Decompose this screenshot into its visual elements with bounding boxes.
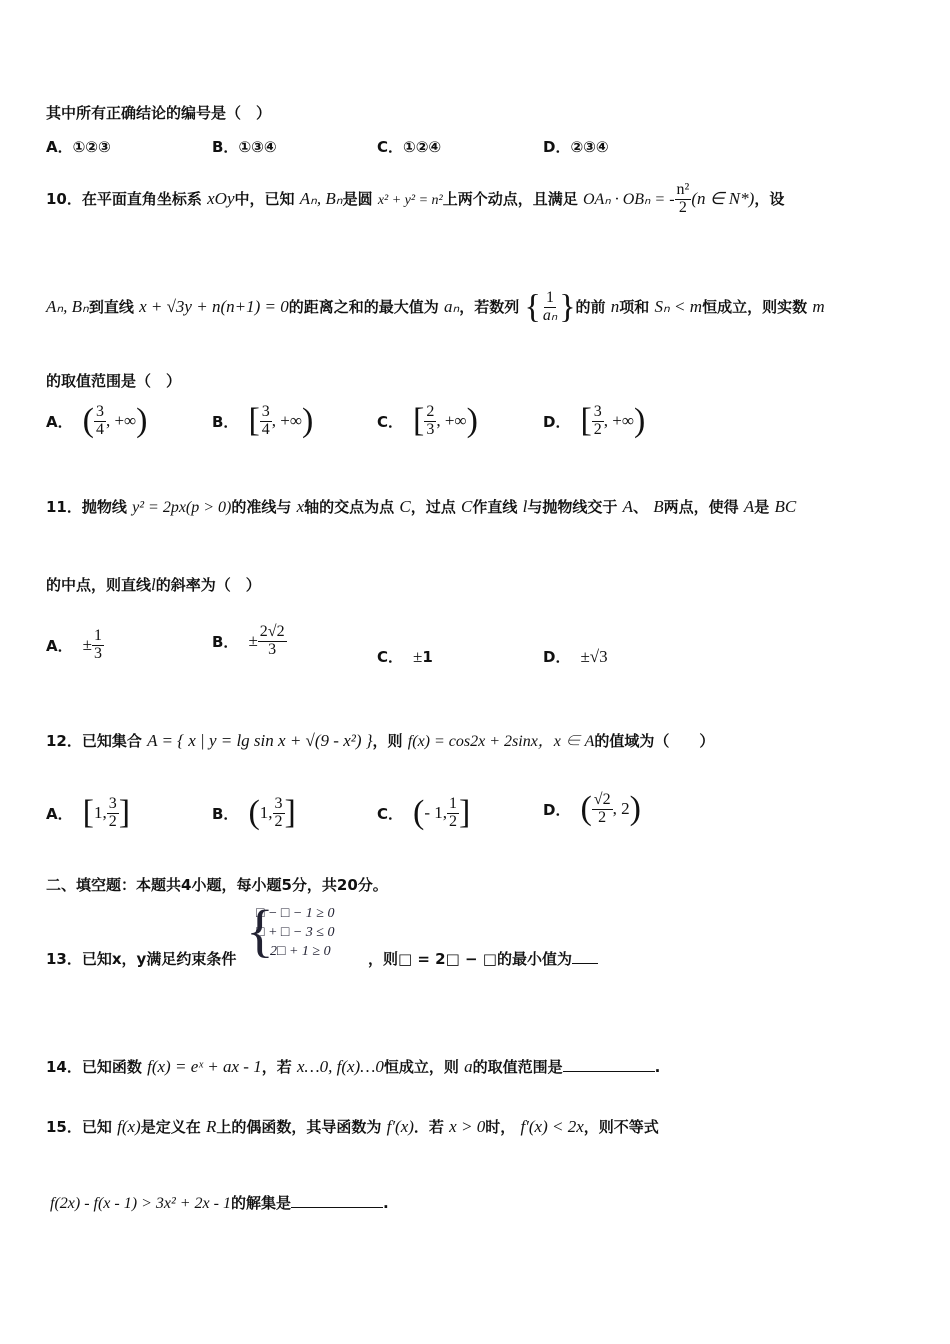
option-label: A． xyxy=(46,804,73,823)
fraction-denominator: 2 xyxy=(108,812,117,830)
math-fraction xyxy=(260,404,272,439)
q11-text: 轴的交点为点 xyxy=(304,498,395,516)
math-fraction xyxy=(541,290,559,325)
q10-line-2 xyxy=(46,290,825,325)
q11-text: 的中点，则直线 xyxy=(46,576,152,594)
q11-text: 抛物线 xyxy=(81,498,127,516)
question-number: 11． xyxy=(46,498,82,516)
plus-minus: ± xyxy=(413,646,423,666)
left-bracket: ( xyxy=(82,402,94,440)
q11-text: ，过点 xyxy=(410,498,456,516)
q11-option-d[interactable] xyxy=(543,646,608,667)
math-inequality: f′(x) < 2x xyxy=(520,1117,584,1136)
math-n: n xyxy=(610,296,620,316)
q9-option-a[interactable] xyxy=(46,136,111,157)
option-value: ①②④ xyxy=(403,138,442,156)
fraction-numerator: 3 xyxy=(95,403,104,420)
q9-option-b[interactable] xyxy=(212,136,277,157)
math-condition: (n ∈ N*) xyxy=(691,188,755,208)
fraction-numerator: 1 xyxy=(449,795,458,812)
fraction-numerator: 1 xyxy=(546,289,555,306)
fraction-denominator: 2 xyxy=(593,420,602,438)
q11-text: 的准线与 xyxy=(231,498,292,516)
math-segment-bc: BC xyxy=(774,497,797,516)
math-l: l xyxy=(151,575,156,594)
interval-end: , 2 xyxy=(612,799,630,819)
math-point-c: C xyxy=(399,497,411,516)
q9-option-d[interactable] xyxy=(543,136,609,157)
answer-blank[interactable] xyxy=(572,963,598,964)
fraction-denominator: 3 xyxy=(268,640,277,658)
math-fraction xyxy=(94,404,106,439)
option-label: B． xyxy=(212,632,239,651)
plus-minus: ± xyxy=(580,646,590,666)
math-fraction xyxy=(675,182,692,217)
question-number: 12． xyxy=(46,732,82,750)
math-r: R xyxy=(205,1117,217,1136)
q10-line-3: 的取值范围是（ ） xyxy=(46,372,182,390)
q11-line-2 xyxy=(46,574,261,595)
math-point-a: A xyxy=(743,497,755,516)
q15-line-2 xyxy=(50,1192,389,1213)
q11-text: 的斜率为（ ） xyxy=(155,576,261,594)
option-label: C． xyxy=(377,412,404,431)
q12-option-d[interactable] xyxy=(543,792,641,827)
q15-text: 时， xyxy=(485,1118,516,1136)
constraint-row: 2□ + 1 ≥ 0 xyxy=(270,944,331,959)
q11-option-c[interactable] xyxy=(377,646,433,667)
math-fraction xyxy=(107,796,119,831)
left-bracket: [ xyxy=(580,402,592,440)
q14-text: 恒成立，则 xyxy=(383,1058,459,1076)
math-fraction xyxy=(258,624,287,659)
q11-text: 、 xyxy=(632,498,648,516)
q15-text: 上的偶函数，其导函数为 xyxy=(216,1118,382,1136)
math-fraction xyxy=(273,796,285,831)
math-coord: xOy xyxy=(207,188,235,208)
math-parabola: y² = 2px(p > 0) xyxy=(132,499,232,516)
left-bracket: ( xyxy=(248,794,260,832)
math-function: f(x) = eˣ + ax - 1 xyxy=(147,1057,262,1076)
option-tail: , +∞ xyxy=(271,411,302,431)
math-an: aₙ xyxy=(443,296,460,316)
q12-text: ，则 xyxy=(372,732,403,750)
q15-text: . xyxy=(383,1194,389,1212)
q10-text: 上两个动点，且满足 xyxy=(442,189,578,208)
q14-text: . xyxy=(654,1058,661,1076)
q15-text: 已知 xyxy=(81,1118,112,1136)
q11-text: 两点，使得 xyxy=(663,498,739,516)
math-l: l xyxy=(522,497,528,516)
math-fraction xyxy=(92,628,104,663)
option-value: √3 xyxy=(589,646,608,666)
option-label: D． xyxy=(543,648,571,666)
interval-start: - 1, xyxy=(424,803,448,823)
math-function: f(x) = cos2x + 2sinx，x ∈ A xyxy=(407,733,595,750)
q12-line-1 xyxy=(46,728,714,751)
question-number: 13． xyxy=(46,950,82,968)
math-points: Aₙ, Bₙ xyxy=(46,296,89,316)
constraint-row: □ + □ − 3 ≤ 0 xyxy=(256,925,335,940)
answer-blank[interactable] xyxy=(563,1071,655,1072)
q13-text: ，则□ = 2□ − □的最小值为 xyxy=(368,950,572,968)
option-value: ①②③ xyxy=(72,138,111,156)
math-m: m xyxy=(812,296,825,316)
q10-text: 项和 xyxy=(619,297,650,316)
math-set: A = { x | y = lg sin x + √(9 - x²) } xyxy=(147,731,373,750)
right-bracket: ) xyxy=(466,402,478,440)
option-value: 1 xyxy=(422,647,433,666)
option-label: C． xyxy=(377,804,404,823)
q14-text: 已知函数 xyxy=(81,1058,142,1076)
fraction-denominator: 2 xyxy=(449,812,458,830)
q10-line-1 xyxy=(46,182,784,217)
q11-text: 作直线 xyxy=(472,498,518,516)
option-label: A． xyxy=(46,412,73,431)
option-value: ②③④ xyxy=(570,138,609,156)
answer-blank[interactable] xyxy=(291,1207,383,1208)
fraction-numerator: √2 xyxy=(593,791,611,808)
plus-minus: ± xyxy=(82,635,92,655)
q12-option-c[interactable] xyxy=(377,796,470,831)
q9-option-c[interactable] xyxy=(377,136,441,157)
right-bracket: ] xyxy=(284,794,296,832)
plus-minus: ± xyxy=(248,631,258,651)
interval-start: 1, xyxy=(259,803,273,823)
left-bracket: ( xyxy=(413,794,425,832)
fraction-denominator: 4 xyxy=(261,420,270,438)
left-bracket: ( xyxy=(580,790,592,828)
q11-option-b[interactable] xyxy=(212,624,287,659)
fraction-denominator: 2 xyxy=(598,808,607,826)
option-label: D． xyxy=(543,412,571,431)
right-bracket: ] xyxy=(459,794,471,832)
q11-line-1 xyxy=(46,496,796,517)
fraction-numerator: 1 xyxy=(93,627,102,644)
left-brace: { xyxy=(524,288,541,326)
q10-text: 的距离之和的最大值为 xyxy=(288,297,439,316)
fraction-numerator: 3 xyxy=(261,403,270,420)
math-point-a: A xyxy=(622,497,633,516)
math-point-b: B xyxy=(653,497,664,516)
math-inequality: f(2x) - f(x - 1) > 3x² + 2x - 1 xyxy=(50,1195,231,1212)
q10-option-b[interactable] xyxy=(212,404,313,439)
option-label: C． xyxy=(377,138,404,156)
q14-line-1 xyxy=(46,1056,660,1077)
q12-text: 的值域为（ ） xyxy=(594,732,715,750)
option-value: ①③④ xyxy=(238,138,277,156)
left-bracket: [ xyxy=(248,402,260,440)
question-number: 15． xyxy=(46,1118,82,1136)
fraction-numerator: 3 xyxy=(274,795,283,812)
q10-option-c[interactable] xyxy=(377,404,478,439)
math-dot-product: OAₙ · OBₙ = - xyxy=(583,190,675,208)
math-fraction xyxy=(592,404,604,439)
left-bracket: [ xyxy=(82,794,94,832)
fraction-numerator: n² xyxy=(676,181,690,198)
section-heading: 二、填空题：本题共4小题，每小题5分，共20分。 xyxy=(46,876,388,894)
q10-text: 恒成立，则实数 xyxy=(702,297,808,316)
math-condition: x > 0 xyxy=(449,1117,486,1136)
question-number: 14． xyxy=(46,1058,82,1076)
option-label: B． xyxy=(212,804,239,823)
question-number: 10． xyxy=(46,189,82,208)
fraction-numerator: 2√2 xyxy=(259,623,285,640)
q10-text: 在平面直角坐标系 xyxy=(81,189,202,208)
right-bracket: ) xyxy=(301,402,314,440)
fraction-denominator: 4 xyxy=(95,420,104,438)
left-bracket: [ xyxy=(413,402,425,440)
q10-option-d[interactable] xyxy=(543,404,645,439)
q15-text: ．若 xyxy=(413,1118,444,1136)
fraction-denominator: aₙ xyxy=(542,306,558,324)
option-label: D． xyxy=(543,138,571,156)
fraction-denominator: 2 xyxy=(274,812,283,830)
interval-start: 1, xyxy=(93,803,107,823)
math-sn: Sₙ < m xyxy=(654,296,703,316)
option-label: D． xyxy=(543,800,571,819)
q10-text: 中，已知 xyxy=(234,189,295,208)
right-bracket: ] xyxy=(118,794,131,832)
constraint-system xyxy=(246,898,335,963)
q11-text: 是 xyxy=(754,498,770,516)
q12-text: 已知集合 xyxy=(81,732,142,750)
option-tail: , +∞ xyxy=(603,411,634,431)
fraction-numerator: 3 xyxy=(593,403,602,420)
option-label: A． xyxy=(46,138,73,156)
q14-text: 的取值范围是 xyxy=(472,1058,563,1076)
option-label: B． xyxy=(212,138,239,156)
math-point-c: C xyxy=(461,497,473,516)
option-tail: , +∞ xyxy=(436,411,467,431)
math-derivative: f′(x) xyxy=(386,1117,414,1136)
q10-text: ，设 xyxy=(754,189,785,208)
right-bracket: ) xyxy=(629,790,641,828)
math-fx: f(x) xyxy=(117,1117,141,1136)
question-9-stem-tail: 其中所有正确结论的编号是（ ） xyxy=(46,104,272,122)
q12-option-b[interactable] xyxy=(212,796,296,831)
option-label: A． xyxy=(46,636,73,655)
right-brace: } xyxy=(559,288,576,326)
right-bracket: ) xyxy=(136,402,148,440)
q15-text: 的解集是 xyxy=(230,1194,291,1212)
fraction-denominator: 3 xyxy=(426,420,435,438)
q13-text: 已知x，y满足约束条件 xyxy=(81,950,237,968)
q13-line-1 xyxy=(46,948,236,969)
option-label: C． xyxy=(377,648,404,666)
q12-option-a[interactable] xyxy=(46,796,130,831)
q11-text: 与抛物线交于 xyxy=(527,498,618,516)
math-points: Aₙ, Bₙ xyxy=(299,188,343,208)
q15-line-1 xyxy=(46,1116,659,1137)
q14-text: ，若 xyxy=(261,1058,292,1076)
math-x: x xyxy=(296,497,305,516)
q10-text: 到直线 xyxy=(88,297,134,316)
q10-option-a[interactable] xyxy=(46,404,147,439)
option-tail: , +∞ xyxy=(105,411,137,431)
q10-text: 的前 xyxy=(575,297,606,316)
q11-option-a[interactable] xyxy=(46,628,104,663)
math-condition: x…0, f(x)…0 xyxy=(296,1057,384,1076)
q15-text: ，则不等式 xyxy=(583,1118,659,1136)
q15-text: 是定义在 xyxy=(140,1118,201,1136)
fraction-denominator: 3 xyxy=(93,644,102,662)
math-line: x + √3y + n(n+1) = 0 xyxy=(139,296,289,316)
math-fraction xyxy=(447,796,459,831)
q10-text: 是圆 xyxy=(342,189,373,208)
math-circle: x² + y² = n² xyxy=(377,192,443,208)
right-bracket: ) xyxy=(634,402,646,440)
math-a: a xyxy=(464,1057,473,1076)
q13-line-1-tail xyxy=(368,948,598,969)
math-fraction xyxy=(592,792,613,827)
fraction-numerator: 2 xyxy=(426,403,435,420)
system-brace: { xyxy=(246,898,274,963)
option-label: B． xyxy=(212,412,239,431)
fraction-numerator: 3 xyxy=(108,795,117,812)
constraint-row: □ − □ − 1 ≥ 0 xyxy=(256,906,335,921)
q10-text: ，若数列 xyxy=(459,297,520,316)
fraction-denominator: 2 xyxy=(678,198,687,216)
math-fraction xyxy=(424,404,436,439)
